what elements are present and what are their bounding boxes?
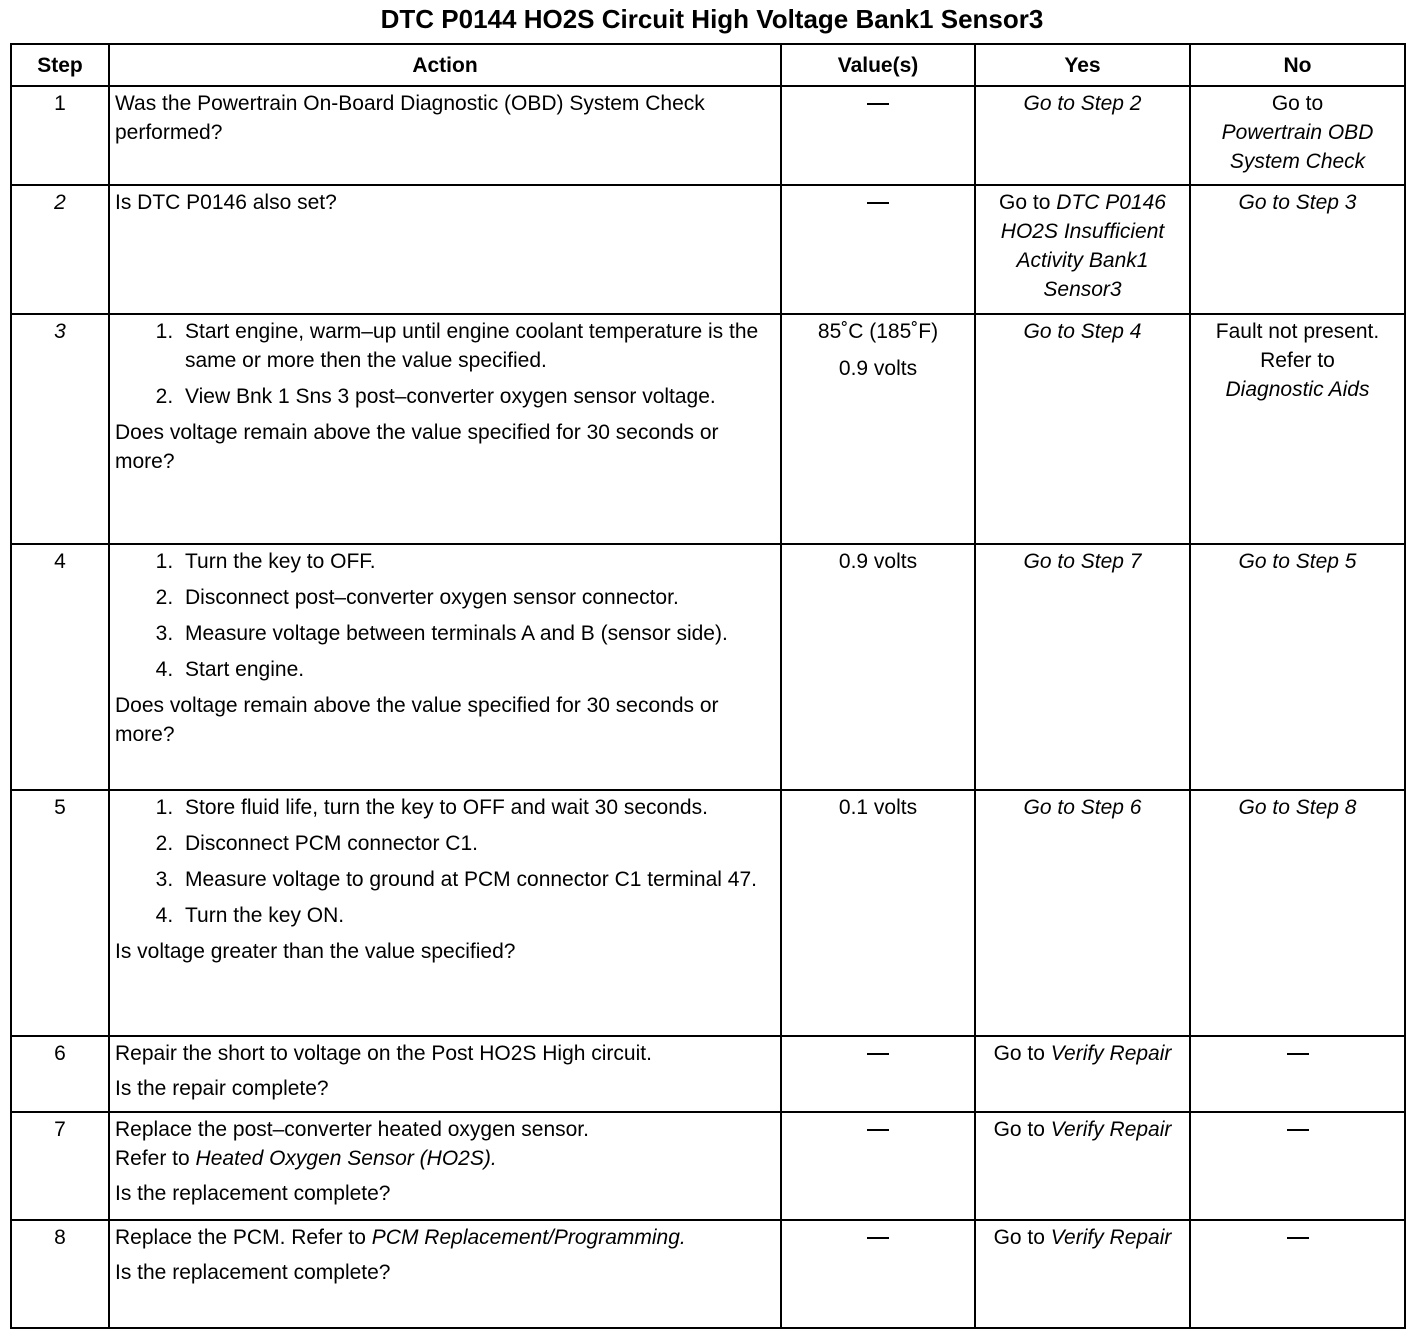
yes-link[interactable]: Verify Repair (1050, 1226, 1172, 1249)
yes-link[interactable]: Go to Step 7 (1023, 550, 1142, 573)
action-cell (109, 1220, 781, 1328)
action-list (115, 317, 775, 411)
value-cell (781, 314, 975, 544)
no-cell (1190, 1220, 1405, 1328)
yes-link-dtc[interactable]: DTC P0146 (1056, 191, 1166, 214)
no-cell (1190, 314, 1405, 544)
action-question: Is voltage greater than the value specified? (115, 940, 516, 963)
action-cell (109, 544, 781, 790)
action-item: 2. Disconnect PCM connector C1. (179, 829, 775, 858)
action-text: Is DTC P0146 also set? (115, 191, 337, 214)
no-cell (1190, 544, 1405, 790)
action-list (115, 547, 775, 684)
action-list (115, 793, 775, 930)
value-dash (867, 1237, 889, 1239)
action-cell (109, 314, 781, 544)
action-cell (109, 185, 781, 314)
no-link[interactable]: Powertrain OBD System Check (1221, 121, 1374, 173)
action-question: Does voltage remain above the value specified for 30 seconds or more? (115, 694, 719, 746)
no-link[interactable]: Go to Step 3 (1238, 191, 1357, 214)
value-cell (781, 185, 975, 314)
action-cell (109, 1112, 781, 1220)
yes-prefix: Go to (993, 1042, 1045, 1065)
step-number: 8 (11, 1220, 109, 1328)
yes-prefix: Go to (993, 1118, 1045, 1141)
action-cell (109, 790, 781, 1036)
value-cell (781, 1036, 975, 1112)
yes-prefix: Go to (999, 191, 1051, 214)
diagnostic-table (10, 43, 1406, 1329)
value-cell (781, 86, 975, 185)
header-step: Step (11, 44, 109, 86)
no-cell (1190, 1112, 1405, 1220)
no-prefix: Go to (1271, 92, 1324, 115)
table-row (11, 790, 1405, 1036)
action-text: Repair the short to voltage on the Post HO2S High circuit. (115, 1042, 652, 1065)
header-no: No (1190, 44, 1405, 86)
no-link[interactable]: Diagnostic Aids (1225, 378, 1370, 401)
step-number: 6 (11, 1036, 109, 1112)
no-cell (1190, 1036, 1405, 1112)
header-action: Action (109, 44, 781, 86)
no-cell (1190, 86, 1405, 185)
page-title: DTC P0144 HO2S Circuit High Voltage Bank1 Sensor3 (380, 4, 1044, 34)
value-dash (867, 1053, 889, 1055)
action-item: 1. Turn the key to OFF. (179, 547, 775, 576)
yes-cell (975, 1220, 1190, 1328)
table-row (11, 544, 1405, 790)
value-dash (867, 1129, 889, 1131)
value-dash (867, 202, 889, 204)
action-cell (109, 1036, 781, 1112)
action-ref-prefix: Refer to (115, 1147, 190, 1170)
yes-link[interactable]: Go to Step 2 (1023, 92, 1142, 115)
action-text: Was the Powertrain On-Board Diagnostic (OBD) System Check performed? (115, 92, 705, 144)
value-dash (867, 103, 889, 105)
yes-link[interactable]: Verify Repair (1050, 1042, 1172, 1065)
yes-cell (975, 86, 1190, 185)
value-voltage: 0.9 volts (838, 357, 918, 380)
action-question: Is the replacement complete? (115, 1182, 391, 1205)
table-row (11, 185, 1405, 314)
action-text: Replace the post–converter heated oxygen sensor. (115, 1118, 589, 1141)
action-item: 2. View Bnk 1 Sns 3 post–converter oxygen sensor voltage. (179, 382, 775, 411)
yes-link[interactable]: Verify Repair (1050, 1118, 1172, 1141)
step-number: 4 (11, 544, 109, 790)
no-link[interactable]: Go to Step 5 (1238, 550, 1357, 573)
yes-cell (975, 1036, 1190, 1112)
step-number: 1 (11, 86, 109, 185)
value-cell: 0.1 volts (781, 790, 975, 1036)
action-item: 4. Turn the key ON. (179, 901, 775, 930)
no-dash (1287, 1129, 1309, 1131)
table-header-row (11, 44, 1405, 86)
action-question: Does voltage remain above the value specified for 30 seconds or more? (115, 421, 719, 473)
action-ref-link[interactable]: Heated Oxygen Sensor (HO2S). (195, 1147, 497, 1170)
table-row (11, 1112, 1405, 1220)
no-text: Fault not present. (1215, 320, 1380, 343)
yes-link-title[interactable]: HO2S Insufficient Activity Bank1 Sensor3 (1000, 220, 1165, 301)
yes-link[interactable]: Go to Step 6 (1023, 796, 1142, 819)
table-row (11, 1036, 1405, 1112)
yes-cell (975, 790, 1190, 1036)
yes-cell (975, 544, 1190, 790)
yes-prefix: Go to (993, 1226, 1045, 1249)
action-item: 3. Measure voltage between terminals A and B (sensor side). (179, 619, 775, 648)
no-cell (1190, 790, 1405, 1036)
header-yes: Yes (975, 44, 1190, 86)
table-row (11, 86, 1405, 185)
action-item: 3. Measure voltage to ground at PCM connector C1 terminal 47. (179, 865, 775, 894)
step-number: 3 (11, 314, 109, 544)
action-text: Replace the PCM. Refer to (115, 1226, 366, 1249)
value-cell (781, 1112, 975, 1220)
no-cell (1190, 185, 1405, 314)
no-dash (1287, 1237, 1309, 1239)
value-cell: 0.9 volts (781, 544, 975, 790)
yes-cell (975, 185, 1190, 314)
action-item: 1. Store fluid life, turn the key to OFF and wait 30 seconds. (179, 793, 775, 822)
no-dash (1287, 1053, 1309, 1055)
no-link[interactable]: Go to Step 8 (1238, 796, 1357, 819)
header-values: Value(s) (781, 44, 975, 86)
value-cell (781, 1220, 975, 1328)
action-item: 2. Disconnect post–converter oxygen sensor connector. (179, 583, 775, 612)
yes-cell (975, 314, 1190, 544)
action-question: Is the repair complete? (115, 1077, 329, 1100)
table-row (11, 314, 1405, 544)
step-number: 5 (11, 790, 109, 1036)
value-temperature: 85˚C (185˚F) (817, 320, 939, 343)
step-number: 2 (11, 185, 109, 314)
yes-link[interactable]: Go to Step 4 (1023, 320, 1142, 343)
yes-cell (975, 1112, 1190, 1220)
action-item: 4. Start engine. (179, 655, 775, 684)
action-question: Is the replacement complete? (115, 1261, 391, 1284)
no-prefix: Refer to (1260, 349, 1335, 372)
table-row (11, 1220, 1405, 1328)
action-item: 1. Start engine, warm–up until engine coolant temperature is the same or more then the value specified. (179, 317, 775, 375)
step-number: 7 (11, 1112, 109, 1220)
action-cell (109, 86, 781, 185)
action-ref-link[interactable]: PCM Replacement/Programming. (371, 1226, 686, 1249)
